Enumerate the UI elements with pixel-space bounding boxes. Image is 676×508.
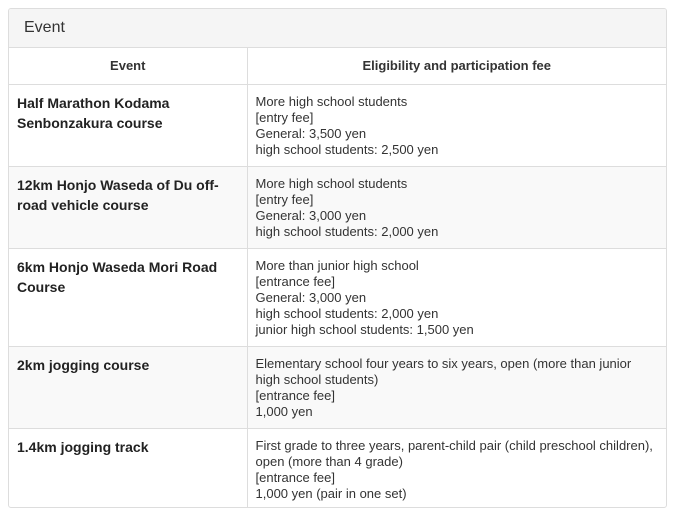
eligibility-line: [entrance fee] [256,388,659,404]
event-name: 6km Honjo Waseda Mori Road Course [9,249,247,347]
eligibility-line: [entrance fee] [256,470,659,486]
table-header-row [9,48,666,85]
eligibility-cell [247,85,666,167]
eligibility-line: [entry fee] [256,110,659,126]
eligibility-cell [247,167,666,249]
eligibility-cell [247,249,666,347]
eligibility-line: General: 3,000 yen [256,208,659,224]
eligibility-line: Elementary school four years to six years, open (more than junior high school students) [256,356,659,388]
event-name: 2km jogging course [9,347,247,429]
event-panel [8,8,667,508]
eligibility-line: high school students: 2,500 yen [256,142,659,158]
eligibility-line: General: 3,000 yen [256,290,659,306]
event-name: 1.4km jogging track [9,429,247,508]
eligibility-line: More high school students [256,176,659,192]
eligibility-line: First grade to three years, parent-child pair (child preschool children), open (more than 4 grade) [256,438,659,470]
table-row [9,167,666,249]
eligibility-line: [entry fee] [256,192,659,208]
column-header-event: Event [9,48,247,85]
eligibility-line: high school students: 2,000 yen [256,306,659,322]
event-table [9,48,666,508]
eligibility-cell [247,429,666,508]
eligibility-line: General: 3,500 yen [256,126,659,142]
table-row [9,249,666,347]
eligibility-cell [247,347,666,429]
eligibility-line: More than junior high school [256,258,659,274]
eligibility-line: [entrance fee] [256,274,659,290]
eligibility-line: junior high school students: 1,500 yen [256,322,659,338]
table-row [9,429,666,508]
event-name: Half Marathon Kodama Senbonzakura course [9,85,247,167]
eligibility-line: high school students: 2,000 yen [256,224,659,240]
panel-title: Event [9,9,666,48]
event-name: 12km Honjo Waseda of Du off-road vehicle course [9,167,247,249]
table-row [9,347,666,429]
column-header-eligibility: Eligibility and participation fee [247,48,666,85]
eligibility-line: 1,000 yen (pair in one set) [256,486,659,502]
table-row [9,85,666,167]
eligibility-line: 1,000 yen [256,404,659,420]
eligibility-line: More high school students [256,94,659,110]
